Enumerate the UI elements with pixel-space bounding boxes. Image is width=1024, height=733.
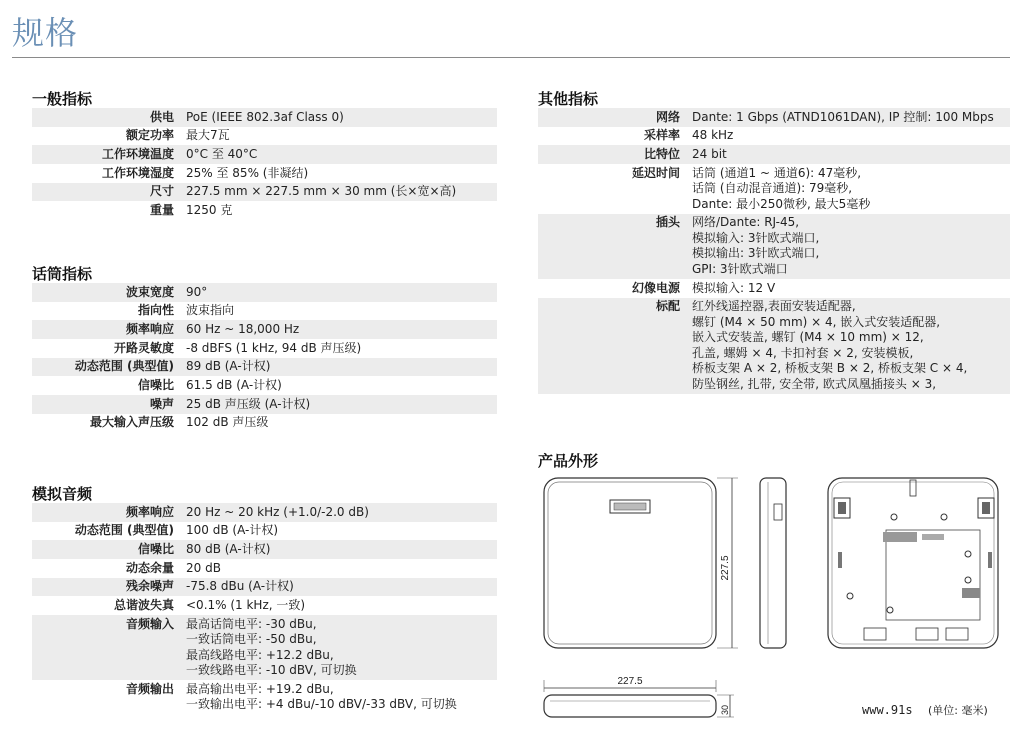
other-specs-heading: 其他指标 <box>538 90 599 108</box>
spec-row <box>32 127 497 146</box>
general-specs-heading: 一般指标 <box>32 90 93 108</box>
spec-row <box>32 164 497 183</box>
spec-row <box>32 376 497 395</box>
spec-label: 音频输出 <box>125 681 174 696</box>
spec-row <box>538 127 1010 146</box>
product-drawings <box>538 470 1018 724</box>
spec-label: 延迟时间 <box>631 165 680 180</box>
spec-row <box>538 145 1010 164</box>
spec-value: Dante: 1 Gbps (ATND1061DAN), IP 控制: 100 Mbps <box>692 109 994 124</box>
spec-row <box>32 183 497 202</box>
spec-value: 0°C 至 40°C <box>186 146 258 161</box>
spec-label: 网络 <box>655 109 680 124</box>
analog-audio-table <box>32 503 497 715</box>
spec-row <box>538 164 1010 214</box>
spec-label: 供电 <box>149 109 174 124</box>
product-appearance-heading: 产品外形 <box>538 452 599 470</box>
spec-label: 噪声 <box>149 396 174 411</box>
spec-label: 信噪比 <box>137 378 174 393</box>
spec-row <box>32 395 497 414</box>
spec-value: -75.8 dBu (A-计权) <box>186 579 294 594</box>
spec-value: <0.1% (1 kHz, 一致) <box>186 598 306 613</box>
spec-value: 61.5 dB (A-计权) <box>186 378 282 393</box>
spec-row <box>32 283 497 302</box>
spec-value: 网络/Dante: RJ-45, 模拟输入: 3针欧式端口, 模拟输出: 3针欧式端口, GPI: 3针欧式端口 <box>692 215 820 276</box>
spec-label: 重量 <box>149 203 174 218</box>
mic-specs-heading: 话筒指标 <box>32 265 93 283</box>
spec-label: 动态范围 (典型值) <box>74 523 174 538</box>
spec-label: 残余噪声 <box>125 579 174 594</box>
spec-label: 信噪比 <box>137 541 174 556</box>
spec-row <box>32 503 497 522</box>
spec-value: 话筒 (通道1 ~ 通道6): 47毫秒, 话筒 (自动混音通道): 79毫秒, Dante: 最小250微秒, 最大5毫秒 <box>692 165 871 211</box>
spec-row <box>538 108 1010 127</box>
spec-label: 标配 <box>655 299 680 314</box>
spec-value: 25% 至 85% (非凝结) <box>186 165 309 180</box>
spec-value: 24 bit <box>692 146 727 161</box>
spec-row <box>32 596 497 615</box>
spec-row <box>32 320 497 339</box>
spec-row <box>32 540 497 559</box>
spec-label: 开路灵敏度 <box>113 340 174 355</box>
spec-value: 90° <box>186 284 208 299</box>
mic-specs-table <box>32 283 497 433</box>
spec-value: 20 dB <box>186 560 221 575</box>
spec-value: 60 Hz ~ 18,000 Hz <box>186 321 300 336</box>
spec-value: 最高输出电平: +19.2 dBu, 一致输出电平: +4 dBu/-10 dBV/-33 dBV, 可切换 <box>186 681 457 712</box>
spec-value: -8 dBFS (1 kHz, 94 dB 声压级) <box>186 340 362 355</box>
spec-value: 100 dB (A-计权) <box>186 523 279 538</box>
spec-label: 波束宽度 <box>125 284 174 299</box>
spec-label: 频率响应 <box>125 321 174 336</box>
spec-value: PoE (IEEE 802.3af Class 0) <box>186 109 344 124</box>
spec-row <box>538 298 1010 394</box>
spec-value: 25 dB 声压级 (A-计权) <box>186 396 311 411</box>
spec-row <box>32 615 497 680</box>
spec-value: 227.5 mm × 227.5 mm × 30 mm (长×宽×高) <box>186 184 457 199</box>
width-dimension-label: 227.5 <box>617 676 643 687</box>
spec-row <box>32 414 497 433</box>
spec-label: 动态范围 (典型值) <box>74 359 174 374</box>
spec-row <box>32 302 497 321</box>
title-divider <box>12 57 1010 58</box>
depth-dimension-label: 30 <box>720 704 730 716</box>
analog-audio-heading: 模拟音频 <box>32 485 93 503</box>
spec-value: 20 Hz ~ 20 kHz (+1.0/-2.0 dB) <box>186 504 369 519</box>
spec-label: 尺寸 <box>149 184 174 199</box>
spec-label: 额定功率 <box>125 128 174 143</box>
spec-row <box>538 214 1010 279</box>
spec-label: 采样率 <box>643 128 680 143</box>
spec-row <box>32 339 497 358</box>
unit-note: (单位: 毫米) <box>928 704 988 717</box>
spec-value: 48 kHz <box>692 128 734 143</box>
spec-value: 波束指向 <box>186 303 235 318</box>
other-specs-table <box>538 108 1010 394</box>
spec-row <box>32 108 497 127</box>
spec-row <box>32 522 497 541</box>
spec-row <box>32 578 497 597</box>
spec-row <box>32 680 497 714</box>
spec-value: 模拟输入: 12 V <box>692 280 776 295</box>
front-view-drawing <box>544 478 738 648</box>
spec-label: 动态余量 <box>125 560 174 575</box>
spec-label: 音频输入 <box>125 616 174 631</box>
spec-row <box>32 145 497 164</box>
spec-value: 89 dB (A-计权) <box>186 359 271 374</box>
spec-value: 最大7瓦 <box>186 128 230 143</box>
spec-label: 工作环境温度 <box>101 146 174 161</box>
watermark-text: www.91s <box>862 703 913 717</box>
spec-value: 102 dB 声压级 <box>186 415 269 430</box>
spec-row <box>538 279 1010 298</box>
spec-label: 最大输入声压级 <box>89 415 174 430</box>
spec-value: 最高话筒电平: -30 dBu, 一致话筒电平: -50 dBu, 最高线路电平: +12.2 dBu, 一致线路电平: -10 dBV, 可切换 <box>186 616 357 678</box>
page-title: 规格 <box>12 14 79 52</box>
spec-value: 80 dB (A-计权) <box>186 541 271 556</box>
spec-value: 红外线遥控器,表面安装适配器, 螺钉 (M4 × 50 mm) × 4, 嵌入式安装适配器, 嵌入式安装盖, 螺钉 (M4 × 10 mm) × 12, 孔盖, 螺姆 × 4, 卡扣衬套 × 2, 安装模板, 桥板支架 A × 2, 桥板支架 B × 2, 桥板支架 C × 4, 防坠钢丝, 扎带, 安全带, 欧式凤凰插接头 × 3, <box>692 299 968 391</box>
spec-label: 总谐波失真 <box>113 598 174 613</box>
spec-label: 幻像电源 <box>631 280 680 295</box>
rear-view-drawing <box>828 478 998 648</box>
height-dimension-label: 227.5 <box>720 555 731 581</box>
side-view-drawing <box>760 478 786 648</box>
spec-row <box>32 559 497 578</box>
spec-label: 工作环境湿度 <box>101 165 174 180</box>
spec-row <box>32 358 497 377</box>
spec-value: 1250 克 <box>186 203 233 218</box>
general-specs-table <box>32 108 497 220</box>
spec-label: 频率响应 <box>125 504 174 519</box>
spec-label: 插头 <box>655 215 680 230</box>
spec-row <box>32 201 497 220</box>
spec-label: 指向性 <box>137 303 174 318</box>
spec-label: 比特位 <box>643 146 680 161</box>
